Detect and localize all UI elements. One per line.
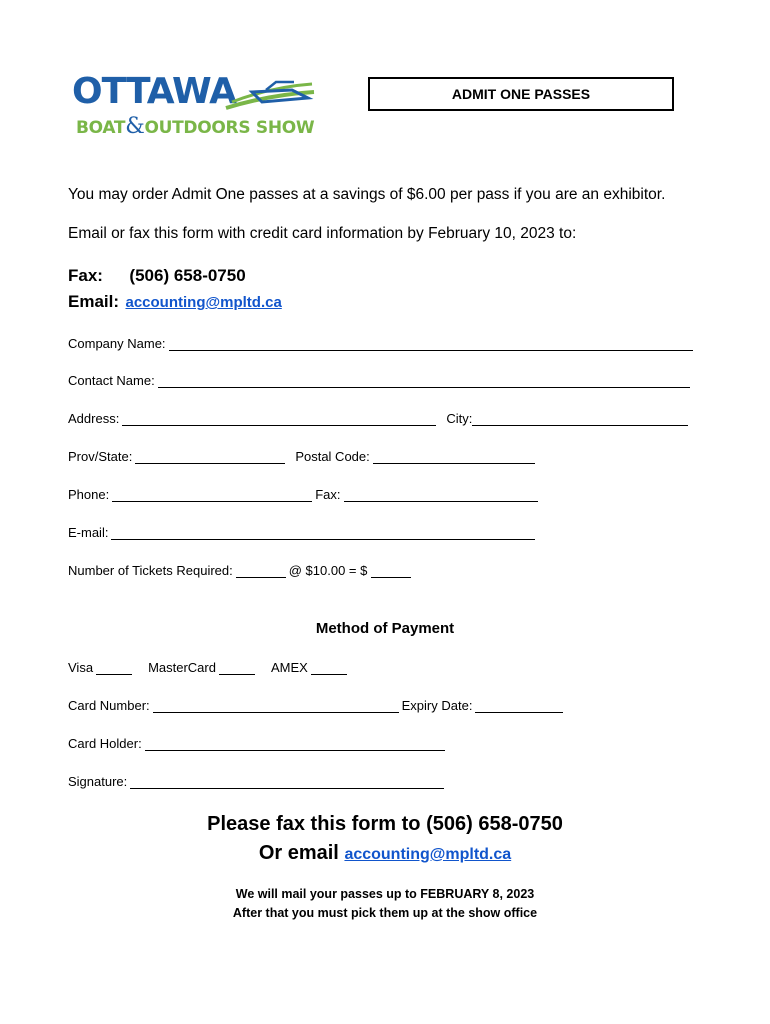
card-holder-field bbox=[68, 736, 448, 751]
fax-field-label: Fax: bbox=[315, 487, 341, 502]
address-input-line[interactable] bbox=[122, 413, 436, 426]
postal-input-line[interactable] bbox=[373, 451, 535, 464]
mastercard-label: MasterCard bbox=[148, 660, 216, 675]
city-label: City: bbox=[446, 411, 473, 426]
postal-label: Postal Code: bbox=[295, 449, 370, 464]
contact-name-field bbox=[68, 373, 693, 388]
fax-input-line[interactable] bbox=[344, 489, 538, 502]
visa-check-line[interactable] bbox=[96, 662, 132, 675]
intro-line-2: Email or fax this form with credit card information by February 10, 2023 to: bbox=[68, 225, 577, 242]
expiry-label: Expiry Date: bbox=[401, 698, 473, 713]
logo-ampersand: & bbox=[125, 114, 145, 139]
email-instruction bbox=[0, 842, 770, 865]
amex-label: AMEX bbox=[270, 660, 308, 675]
admit-one-title-box bbox=[368, 77, 674, 111]
email-label: Email: bbox=[68, 292, 120, 311]
contact-name-input-line[interactable] bbox=[158, 375, 690, 388]
address-label: Address: bbox=[68, 411, 120, 426]
amex-check-line[interactable] bbox=[311, 662, 347, 675]
email-link[interactable]: accounting@mpltd.ca bbox=[125, 294, 282, 311]
card-number-field bbox=[68, 698, 566, 713]
email-contact bbox=[68, 292, 282, 312]
payment-heading: Method of Payment bbox=[315, 620, 455, 637]
or-email-text: Or email bbox=[258, 842, 339, 864]
card-number-label: Card Number: bbox=[68, 698, 150, 713]
city-input-line[interactable] bbox=[472, 413, 688, 426]
boat-icon bbox=[222, 78, 318, 114]
mail-notice: We will mail your passes up to FEBRUARY 8, 2023 bbox=[235, 887, 535, 901]
intro-line-1: You may order Admit One passes at a savings of $6.00 per pass if you are an exhibitor. bbox=[68, 186, 666, 203]
fax-number: (506) 658-0750 bbox=[129, 266, 246, 285]
show-logo bbox=[72, 72, 322, 146]
card-holder-label: Card Holder: bbox=[68, 736, 142, 751]
phone-input-line[interactable] bbox=[112, 489, 312, 502]
logo-wordmark-show bbox=[76, 116, 314, 139]
admit-one-title: ADMIT ONE PASSES bbox=[451, 86, 591, 102]
contact-name-label: Contact Name: bbox=[68, 373, 155, 388]
company-name-label: Company Name: bbox=[68, 336, 166, 351]
signature-input-line[interactable] bbox=[130, 776, 444, 789]
expiry-input-line[interactable] bbox=[475, 700, 563, 713]
signature-label: Signature: bbox=[68, 774, 128, 789]
prov-label: Prov/State: bbox=[68, 449, 133, 464]
tickets-field bbox=[68, 563, 414, 578]
card-number-input-line[interactable] bbox=[153, 700, 399, 713]
signature-field bbox=[68, 774, 447, 789]
fax-contact bbox=[68, 266, 246, 286]
email-input-line[interactable] bbox=[111, 527, 535, 540]
mastercard-check-line[interactable] bbox=[219, 662, 255, 675]
tickets-price-text: @ $10.00 = $ bbox=[288, 563, 368, 578]
prov-input-line[interactable] bbox=[135, 451, 285, 464]
company-name-input-line[interactable] bbox=[169, 338, 693, 351]
address-city-field bbox=[68, 411, 691, 426]
tickets-quantity-line[interactable] bbox=[236, 565, 286, 578]
card-holder-input-line[interactable] bbox=[145, 738, 445, 751]
tickets-label: Number of Tickets Required: bbox=[68, 563, 233, 578]
logo-boat-text: BOAT bbox=[76, 118, 126, 138]
phone-fax-field bbox=[68, 487, 541, 502]
pickup-notice: After that you must pick them up at the show office bbox=[232, 906, 538, 920]
email-field bbox=[68, 525, 538, 540]
logo-outdoors-text: OUTDOORS SHOW bbox=[144, 118, 315, 138]
phone-label: Phone: bbox=[68, 487, 110, 502]
logo-wordmark-ottawa: OTTAWA bbox=[72, 71, 236, 112]
footer-email-link[interactable]: accounting@mpltd.ca bbox=[344, 846, 512, 863]
fax-label: Fax: bbox=[68, 266, 103, 285]
visa-label: Visa bbox=[68, 660, 94, 675]
prov-postal-field bbox=[68, 449, 538, 464]
card-type-field bbox=[68, 660, 350, 675]
email-field-label: E-mail: bbox=[68, 525, 109, 540]
fax-instruction: Please fax this form to (506) 658-0750 bbox=[207, 813, 563, 835]
company-name-field bbox=[68, 336, 696, 351]
tickets-total-line[interactable] bbox=[371, 565, 411, 578]
